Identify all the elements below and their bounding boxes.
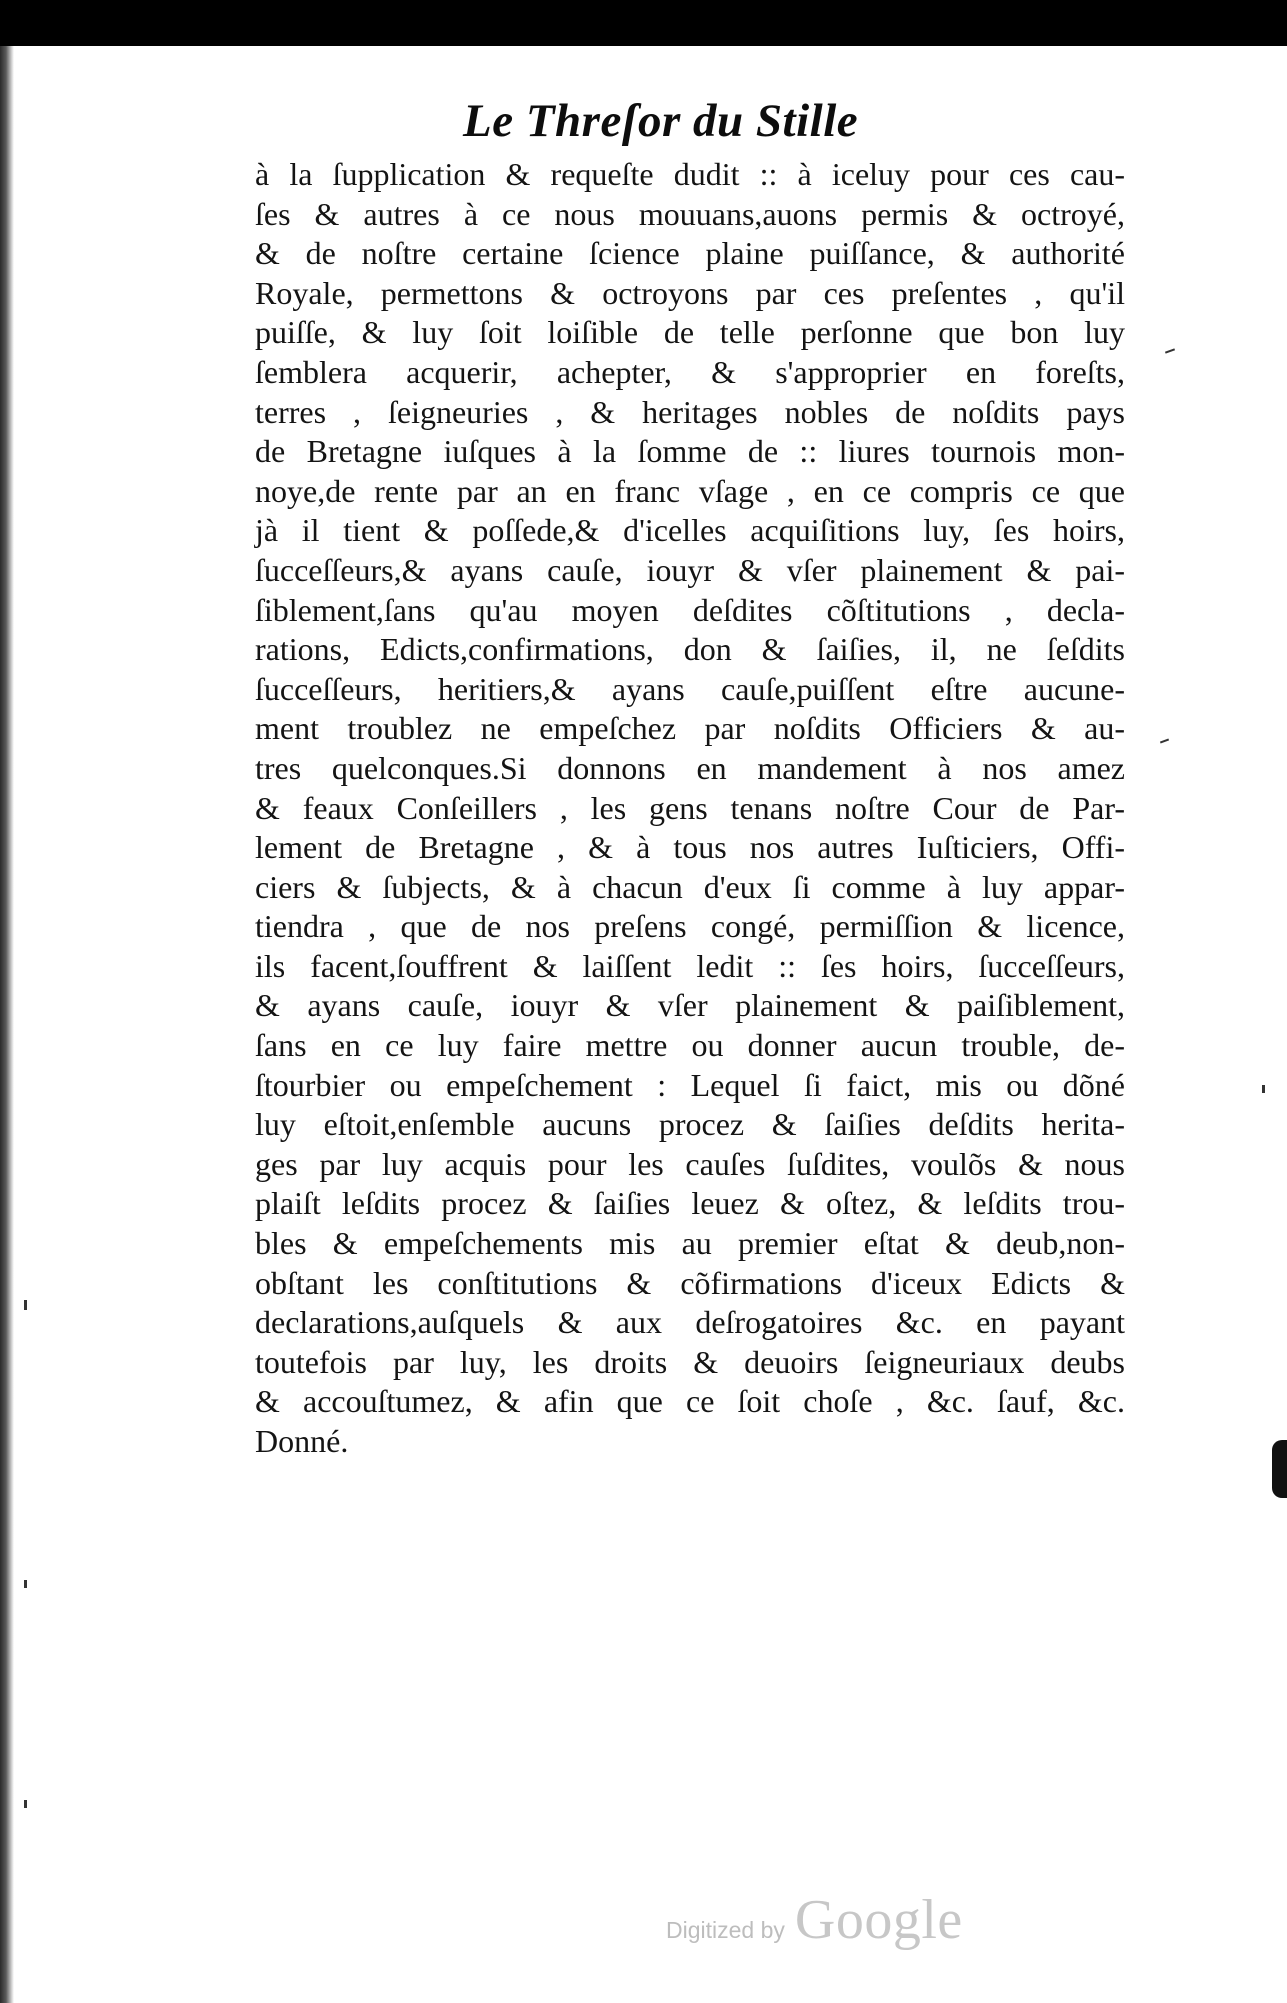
digitized-by-label: Digitized by [666,1917,785,1943]
text-line: ſes & autres à ce nous mouuans,auons permis & octroyé, [255,195,1125,232]
google-logo: Google [794,1889,963,1951]
text-line: & de noſtre certaine ſcience plaine puiſſance, & authorité [255,235,1125,272]
text-line: ciers & ſubjects, & à chacun d'eux ſi comme à luy appar- [255,868,1125,905]
text-line: & feaux Conſeillers , les gens tenans noſtre Cour de Par- [255,789,1125,826]
scan-top-border [0,0,1287,46]
text-line: puiſſe, & luy ſoit loiſible de telle perſonne que bon luy [255,314,1125,351]
text-line: de Bretagne iuſques à la ſomme de :: liures tournois mon- [255,433,1125,470]
text-line: luy eſtoit,enſemble aucuns procez & ſaiſies deſdits herita- [255,1106,1125,1143]
margin-speck [1262,1085,1265,1093]
text-line: ges par luy acquis pour les cauſes ſuſdites, voulõs & nous [255,1145,1125,1182]
text-line: Royale, permettons & octroyons par ces preſentes , qu'il [255,274,1125,311]
text-line: toutefois par luy, les droits & deuoirs ſeigneuriaux deubs [255,1343,1125,1380]
text-line: & accouſtumez, & afin que ce ſoit choſe , &c. ſauf, &c. [255,1383,1125,1420]
page-edge-tab [1272,1440,1287,1498]
text-line: tiendra , que de nos preſens congé, permiſſion & licence, [255,908,1125,945]
text-line: declarations,auſquels & aux deſrogatoires &c. en payant [255,1304,1125,1341]
text-line: lement de Bretagne , & à tous nos autres Iuſticiers, Offi- [255,829,1125,866]
margin-speck [24,1580,27,1588]
body-text [255,155,1125,1462]
text-line: ſemblera acquerir, achepter, & s'approprier en foreſts, [255,353,1125,390]
text-line: plaiſt leſdits procez & ſaiſies leuez & oſtez, & leſdits trou- [255,1185,1125,1222]
text-line: ſucceſſeurs,& ayans cauſe, iouyr & vſer plainement & pai- [255,551,1125,588]
digitization-watermark [666,1888,963,1951]
text-line-final: Donné. [255,1423,349,1459]
margin-speck [24,1300,27,1310]
text-line: ment troublez ne empeſchez par noſdits Officiers & au- [255,710,1125,747]
text-line: ſiblement,ſans qu'au moyen deſdites cõſtitutions , decla- [255,591,1125,628]
text-line: tres quelconques.Si donnons en mandement à nos amez [255,749,1125,786]
text-line: ſans en ce luy faire mettre ou donner aucun trouble, de- [255,1027,1125,1064]
text-line: ſucceſſeurs, heritiers,& ayans cauſe,puiſſent eſtre aucune- [255,670,1125,707]
text-line: ils facent,ſouffrent & laiſſent ledit :: ſes hoirs, ſucceſſeurs, [255,947,1125,984]
text-line: bles & empeſchements mis au premier eſtat & deub,non- [255,1225,1125,1262]
text-line: ſtourbier ou empeſchement : Lequel ſi faict, mis ou dõné [255,1066,1125,1103]
text-line: à la ſupplication & requeſte dudit :: à iceluy pour ces cau- [255,156,1125,192]
margin-speck [24,1800,27,1808]
text-line: rations, Edicts,confirmations, don & ſaiſies, il, ne ſeſdits [255,631,1125,668]
text-line: obſtant les conſtitutions & cõfirmations d'iceux Edicts & [255,1264,1125,1301]
running-title: Le Threſor du Stille [463,95,859,147]
text-line: terres , ſeigneuries , & heritages nobles de noſdits pays [255,393,1125,430]
text-line: jà il tient & poſſede,& d'icelles acquiſitions luy, ſes hoirs, [255,512,1125,549]
scan-left-edge [0,46,14,2003]
text-line: noye,de rente par an en franc vſage , en ce compris ce que [255,472,1125,509]
text-line: & ayans cauſe, iouyr & vſer plainement & paiſiblement, [255,987,1125,1024]
